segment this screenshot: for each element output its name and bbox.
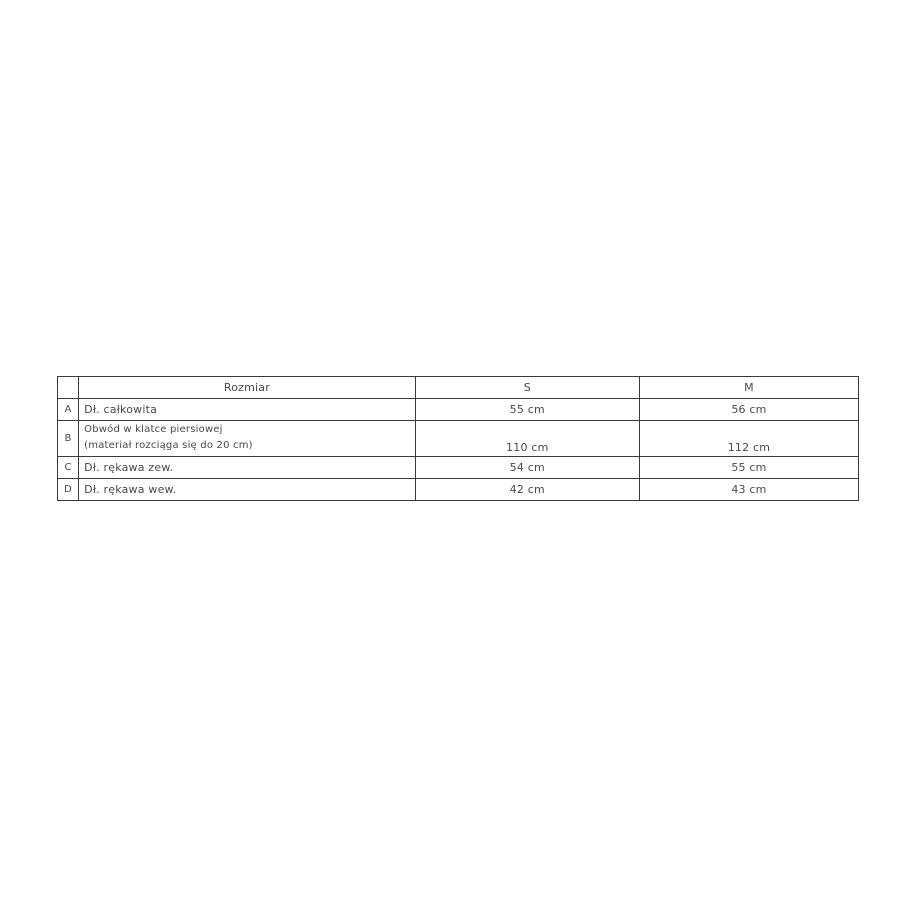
row-value-m: 56 cm [639,399,858,421]
table-row [58,399,859,421]
row-label: Dł. rękawa wew. [79,479,415,501]
row-value-m: 55 cm [639,457,858,479]
table-row [58,457,859,479]
size-table [57,376,859,501]
table-row [58,479,859,501]
row-value-m: 43 cm [639,479,858,501]
row-label-line2: (materiał rozciąga się do 20 cm) [84,439,253,451]
row-value-s: 54 cm [415,457,639,479]
table-row [58,421,859,457]
header-size-m: M [639,377,858,399]
header-rozmiar: Rozmiar [79,377,415,399]
row-letter: B [58,421,79,457]
row-value-m: 112 cm [639,421,858,457]
row-value-s: 42 cm [415,479,639,501]
row-letter: D [58,479,79,501]
row-label: Dł. całkowita [79,399,415,421]
table-header-row [58,377,859,399]
header-size-s: S [415,377,639,399]
row-letter: A [58,399,79,421]
row-value-s: 55 cm [415,399,639,421]
row-letter: C [58,457,79,479]
row-label: Dł. rękawa zew. [79,457,415,479]
row-label [79,421,415,457]
row-label-line1: Obwód w klatce piersiowej [84,423,223,435]
row-value-s: 110 cm [415,421,639,457]
header-letter-cell [58,377,79,399]
